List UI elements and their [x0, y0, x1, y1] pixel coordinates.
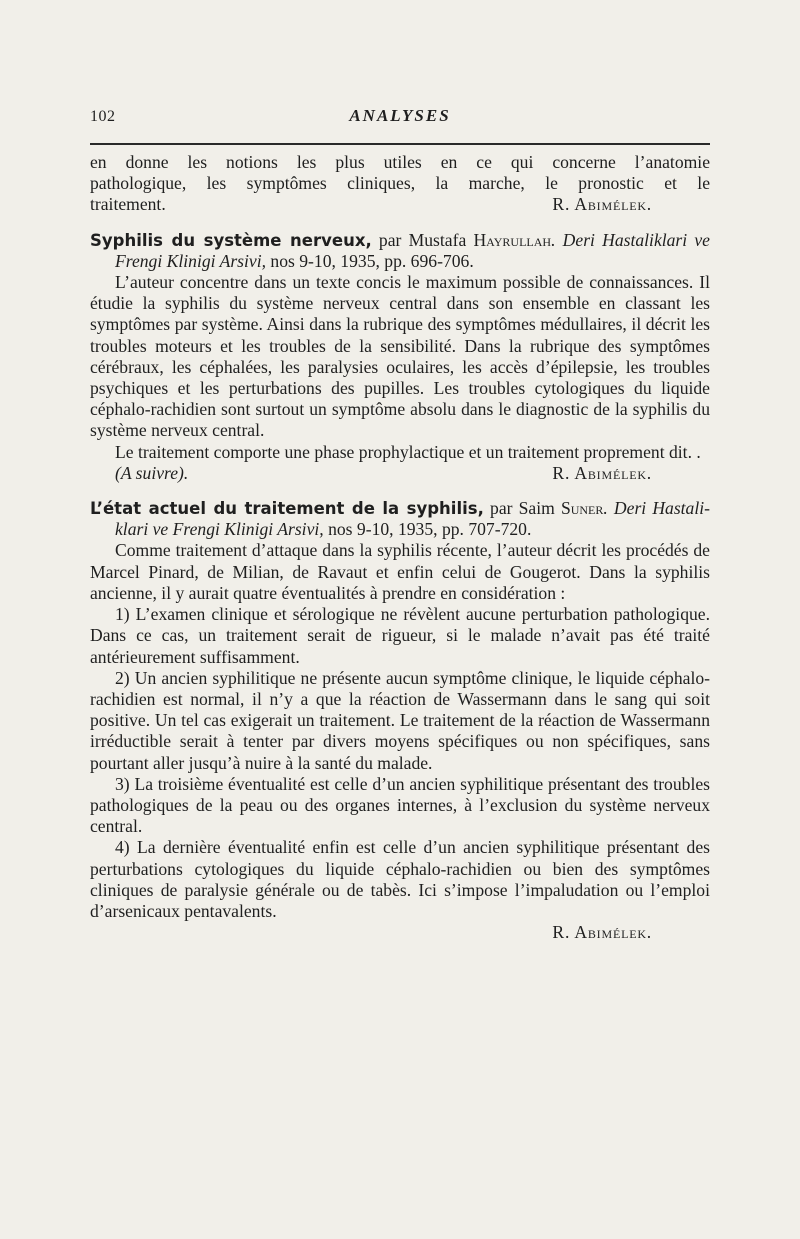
journal-name: . Deri Hastaliklari ve — [551, 229, 710, 250]
page-header — [90, 108, 710, 136]
article-heading: L’état actuel du traitement de la syphilis, par Saim Suner. Deri Hastali- klari ve Frengi Klinigi Arsivi, nos 9-10, 1935, pp. 707-720. — [90, 498, 710, 540]
continuation-line: pathologique, les symptômes cliniques, la marche, le pronostic et le — [90, 173, 710, 194]
continuation-line: en donne les notions les plus utiles en ce qui concerne l’anatomie — [90, 152, 710, 172]
article-paragraph: Le traitement comporte une phase prophylactique et un traitement proprement dit. . — [115, 441, 701, 462]
running-title: ANALYSES — [349, 106, 451, 125]
signature: R. Abimélek. — [552, 922, 652, 943]
signature: R. Abimélek. — [552, 194, 652, 215]
header-rule — [90, 143, 710, 145]
list-item: 4) La dernière éventualité enfin est celle d’un ancien syphilitique présentant des perturbations cytologiques du liquide céphalo-rachidien ou bien des symptômes cliniques de paralysie générale ou de tabès. Ici s’impose l’impaludation ou l’emploi d’arsenicaux pentavalents. — [90, 837, 710, 921]
article-heading: Syphilis du système nerveux, par Mustafa Hayrullah. Deri Hastaliklari ve Frengi Klinigi Arsivi, nos 9-10, 1935, pp. 696-706. — [90, 229, 710, 271]
to-be-continued: (A suivre). — [115, 462, 189, 483]
list-item: 1) L’examen clinique et sérologique ne révèlent aucune perturbation pathologique. Dans ce cas, un traitement serait de rigueur, si le malade n’avait pas été traité antérieurement suffisamment. — [90, 604, 710, 667]
article-title: L’état actuel du traitement de la syphilis, — [90, 499, 484, 519]
page-body — [90, 152, 710, 952]
article-title: Syphilis du système nerveux, — [90, 230, 372, 250]
reference: nos 9-10, 1935, pp. 707-720. — [323, 519, 532, 540]
article-paragraph: L’auteur concentre dans un texte concis le maximum possible de connaissances. Il étudie la syphilis du système nerveux central dans son ensemble en classant les symptômes par système. Ainsi dans la rubrique des symptômes médullaires, il décrit les troubles moteurs et les troubles de la sensibilité. Dans la rubrique des symptômes cérébraux, les céphalées, les paralysies oculaires, les accès d’épilepsie, les troubles psychiques et les perturbations des pupilles. Les troubles cytologiques du liquide céphalo-rachidien sont surtout un symptôme absolu dans le diagnostic de la syphilis du système nerveux central. — [90, 272, 710, 441]
article-author: Suner — [560, 498, 604, 519]
list-item: 3) La troisième éventualité est celle d’un ancien syphilitique présentant des troubles pathologiques de la peau ou des organes internes, à l’exclusion du système nerveux central. — [90, 773, 710, 837]
page-number: 102 — [90, 108, 116, 125]
journal-name: . Deri Hastali- — [603, 498, 710, 519]
continuation-line: traitement. — [90, 194, 166, 215]
list-item: 2) Un ancien syphilitique ne présente aucun symptôme clinique, le liquide céphalo-rachidien est normal, il n’y a que la réaction de Wassermann dans le sang qui soit positive. Un tel cas exigerait un traitement. Le traitement de la réaction de Wassermann irréductible serait à tenter par divers moyens spécifiques ou non spécifiques, sans pourtant aller jusqu’à nuire à la santé du malade. — [90, 667, 710, 773]
article-paragraph: Comme traitement d’attaque dans la syphilis récente, l’auteur décrit les procédés de Marcel Pinard, de Milian, de Ravaut et enfin celui de Gougerot. Dans la syphilis ancienne, il y aurait quatre éventualités à prendre en considération : — [90, 540, 710, 603]
reference: nos 9-10, 1935, pp. 696-706. — [266, 250, 474, 271]
signature: R. Abimélek. — [552, 462, 652, 483]
article-author: Hayrullah — [473, 229, 552, 250]
